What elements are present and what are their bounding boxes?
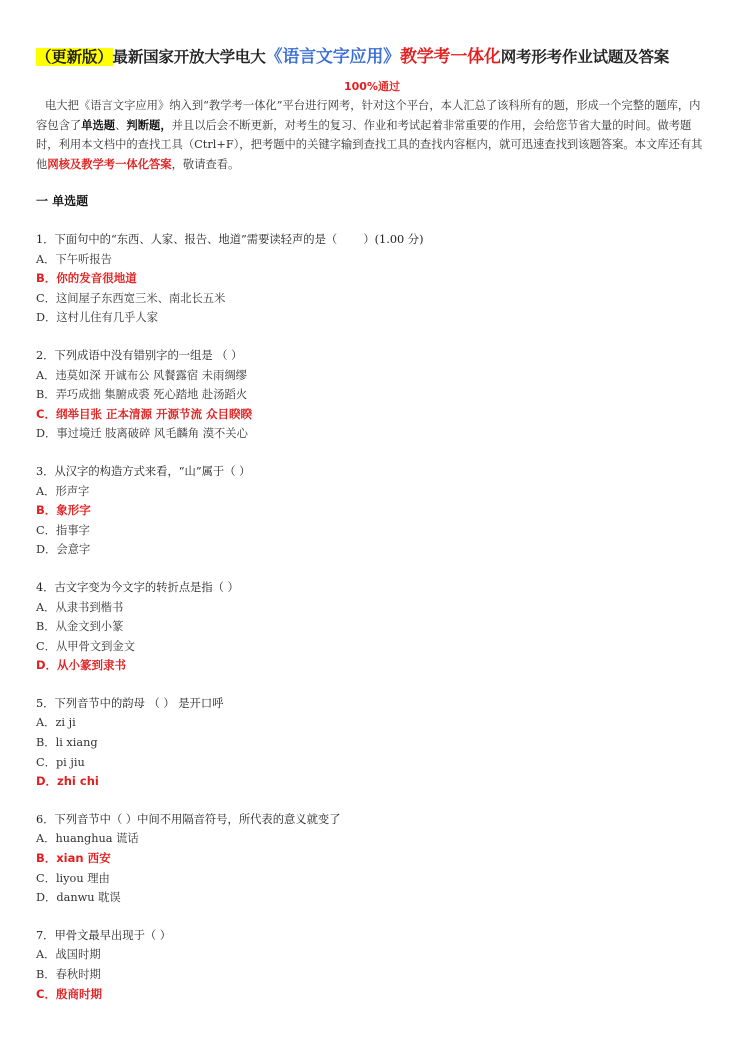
question-item — [36, 926, 706, 1004]
intro-text-4: ，敬请查看。 — [171, 157, 240, 171]
correct-option: D．zhi chi — [36, 774, 99, 789]
answer-option: B．春秋时期 — [36, 968, 101, 981]
section-title: 一 单选题 — [36, 194, 89, 208]
question-item — [36, 578, 706, 676]
intro-text-2: 、 — [115, 118, 127, 132]
answer-option: A．huanghua 谎话 — [36, 832, 139, 846]
answer-option: A．从隶书到楷书 — [36, 600, 124, 614]
question-item — [36, 694, 706, 792]
answer-option: A．形声字 — [36, 484, 90, 498]
question-item — [36, 346, 706, 444]
question-item — [36, 230, 706, 328]
answer-option: D．danwu 耽误 — [36, 891, 121, 905]
intro-text-3: 并且以后会不断更新，对考生的复习、作业和考试起着非常重要的作用，会给您节省大量的时间。做考题时，利用本文档中的查找工具（Ctrl+F），把考题中的关键字输到查找工具的查找内容框内，就可迅速查找到该题答案。本文库还有其他 — [36, 118, 703, 171]
answer-option: A．战国时期 — [36, 948, 101, 962]
answer-option: A．下午听报告 — [36, 252, 112, 266]
answer-option: D．会意字 — [36, 543, 91, 557]
intro-bold-2: 判断题， — [126, 117, 172, 132]
question-stem: 2．下列成语中没有错别字的一组是 （ ） — [36, 348, 243, 362]
intro-paragraph — [36, 96, 708, 174]
correct-option: B．xian 西安 — [36, 851, 111, 866]
question-item — [36, 810, 706, 908]
answer-option: B．从金文到小篆 — [36, 620, 124, 634]
question-stem: 4．古文字变为今文字的转折点是指（ ） — [36, 580, 239, 594]
question-item — [36, 462, 706, 560]
answer-option: C．从甲骨文到金文 — [36, 639, 136, 653]
question-stem: 7．甲骨文最早出现于（ ） — [36, 928, 172, 942]
question-stem: 1．下面句中的“东西、人家、报告、地道”需要读轻声的是（ ）(1.00 分) — [36, 233, 424, 246]
correct-option: C．殷商时期 — [36, 986, 102, 1001]
answer-option: C．指事字 — [36, 523, 90, 537]
correct-option: C．纲举目张 正本清源 开源节流 众目睽睽 — [36, 406, 252, 421]
answer-option: C．pi jiu — [36, 755, 85, 769]
question-stem: 5．下列音节中的韵母 （ ） 是开口呼 — [36, 696, 224, 710]
pass-label: 100%通过 — [344, 80, 400, 93]
question-list — [36, 230, 706, 1022]
answer-option: B．li xiang — [36, 736, 98, 750]
correct-option: B．象形字 — [36, 503, 91, 518]
title-part-2: 网考形考作业试题及答案 — [500, 48, 670, 66]
correct-option: D．从小篆到隶书 — [36, 658, 127, 673]
mode-name: 教学考一体化 — [399, 47, 501, 67]
answer-option: D．事过境迁 肢离破碎 风毛麟角 漠不关心 — [36, 427, 248, 441]
question-stem: 3．从汉字的构造方式来看，“山”属于（ ） — [36, 464, 251, 478]
version-tag: （更新版） — [36, 48, 113, 66]
intro-red-1: 网核及教学考一体化答案 — [47, 156, 172, 171]
document-title — [36, 42, 726, 67]
answer-option: A．zi ji — [36, 716, 76, 730]
title-part-1: 最新国家开放大学电大 — [112, 48, 266, 66]
answer-option: D．这村儿住有几乎人家 — [36, 311, 159, 325]
answer-option: C．这间屋子东西宽三米、南北长五米 — [36, 291, 226, 305]
answer-option: C．liyou 理由 — [36, 871, 110, 885]
answer-option: A．违莫如深 开诚布公 风餐露宿 未雨绸缪 — [36, 368, 247, 382]
intro-text-1: 电大把《语言文字应用》纳入到“教学考一体化”平台进行网考，针对这个平台，本人汇总了该科所有的题，形成一个完整的题库，内容包含了 — [36, 99, 701, 132]
intro-bold-1: 单选题 — [81, 117, 116, 132]
answer-option: B．弄巧成拙 集腑成裘 死心踏地 赴汤蹈火 — [36, 388, 248, 402]
question-stem: 6．下列音节中（ ）中间不用隔音符号，所代表的意义就变了 — [36, 812, 341, 826]
course-name: 《语言文字应用》 — [265, 47, 400, 67]
correct-option: B．你的发音很地道 — [36, 271, 137, 286]
